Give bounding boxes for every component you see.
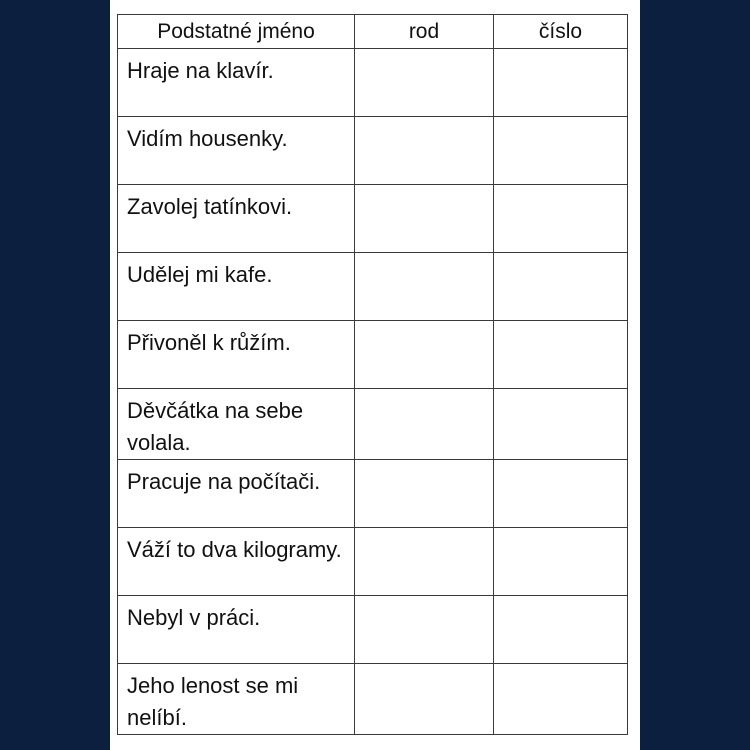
sentence-cell: Děvčátka na sebe volala. <box>118 389 355 460</box>
sentence-cell: Přivoněl k růžím. <box>118 321 355 389</box>
sentence-cell: Vidím housenky. <box>118 117 355 185</box>
sentence-cell: Váží to dva kilogramy. <box>118 528 355 596</box>
table-row <box>118 389 628 460</box>
number-answer-cell[interactable] <box>494 596 628 664</box>
table-row <box>118 321 628 389</box>
table-row <box>118 596 628 664</box>
number-answer-cell[interactable] <box>494 321 628 389</box>
number-answer-cell[interactable] <box>494 49 628 117</box>
table-row <box>118 185 628 253</box>
sentence-cell: Nebyl v práci. <box>118 596 355 664</box>
sentence-cell: Zavolej tatínkovi. <box>118 185 355 253</box>
sentence-cell: Jeho lenost se mi nelíbí. <box>118 664 355 735</box>
number-answer-cell[interactable] <box>494 253 628 321</box>
gender-answer-cell[interactable] <box>355 596 494 664</box>
gender-answer-cell[interactable] <box>355 389 494 460</box>
worksheet-page <box>110 0 640 750</box>
grammar-table <box>117 14 628 735</box>
header-gender: rod <box>355 15 494 49</box>
number-answer-cell[interactable] <box>494 185 628 253</box>
table-row <box>118 664 628 735</box>
table-row <box>118 49 628 117</box>
header-row <box>118 15 628 49</box>
gender-answer-cell[interactable] <box>355 460 494 528</box>
gender-answer-cell[interactable] <box>355 321 494 389</box>
sentence-cell: Pracuje na počítači. <box>118 460 355 528</box>
table-row <box>118 253 628 321</box>
number-answer-cell[interactable] <box>494 117 628 185</box>
gender-answer-cell[interactable] <box>355 253 494 321</box>
number-answer-cell[interactable] <box>494 664 628 735</box>
sentence-cell: Hraje na klavír. <box>118 49 355 117</box>
gender-answer-cell[interactable] <box>355 49 494 117</box>
header-noun: Podstatné jméno <box>118 15 355 49</box>
gender-answer-cell[interactable] <box>355 185 494 253</box>
table-row <box>118 528 628 596</box>
sentence-cell: Udělej mi kafe. <box>118 253 355 321</box>
number-answer-cell[interactable] <box>494 389 628 460</box>
gender-answer-cell[interactable] <box>355 664 494 735</box>
number-answer-cell[interactable] <box>494 460 628 528</box>
table-row <box>118 460 628 528</box>
gender-answer-cell[interactable] <box>355 117 494 185</box>
number-answer-cell[interactable] <box>494 528 628 596</box>
gender-answer-cell[interactable] <box>355 528 494 596</box>
table-row <box>118 117 628 185</box>
header-number: číslo <box>494 15 628 49</box>
